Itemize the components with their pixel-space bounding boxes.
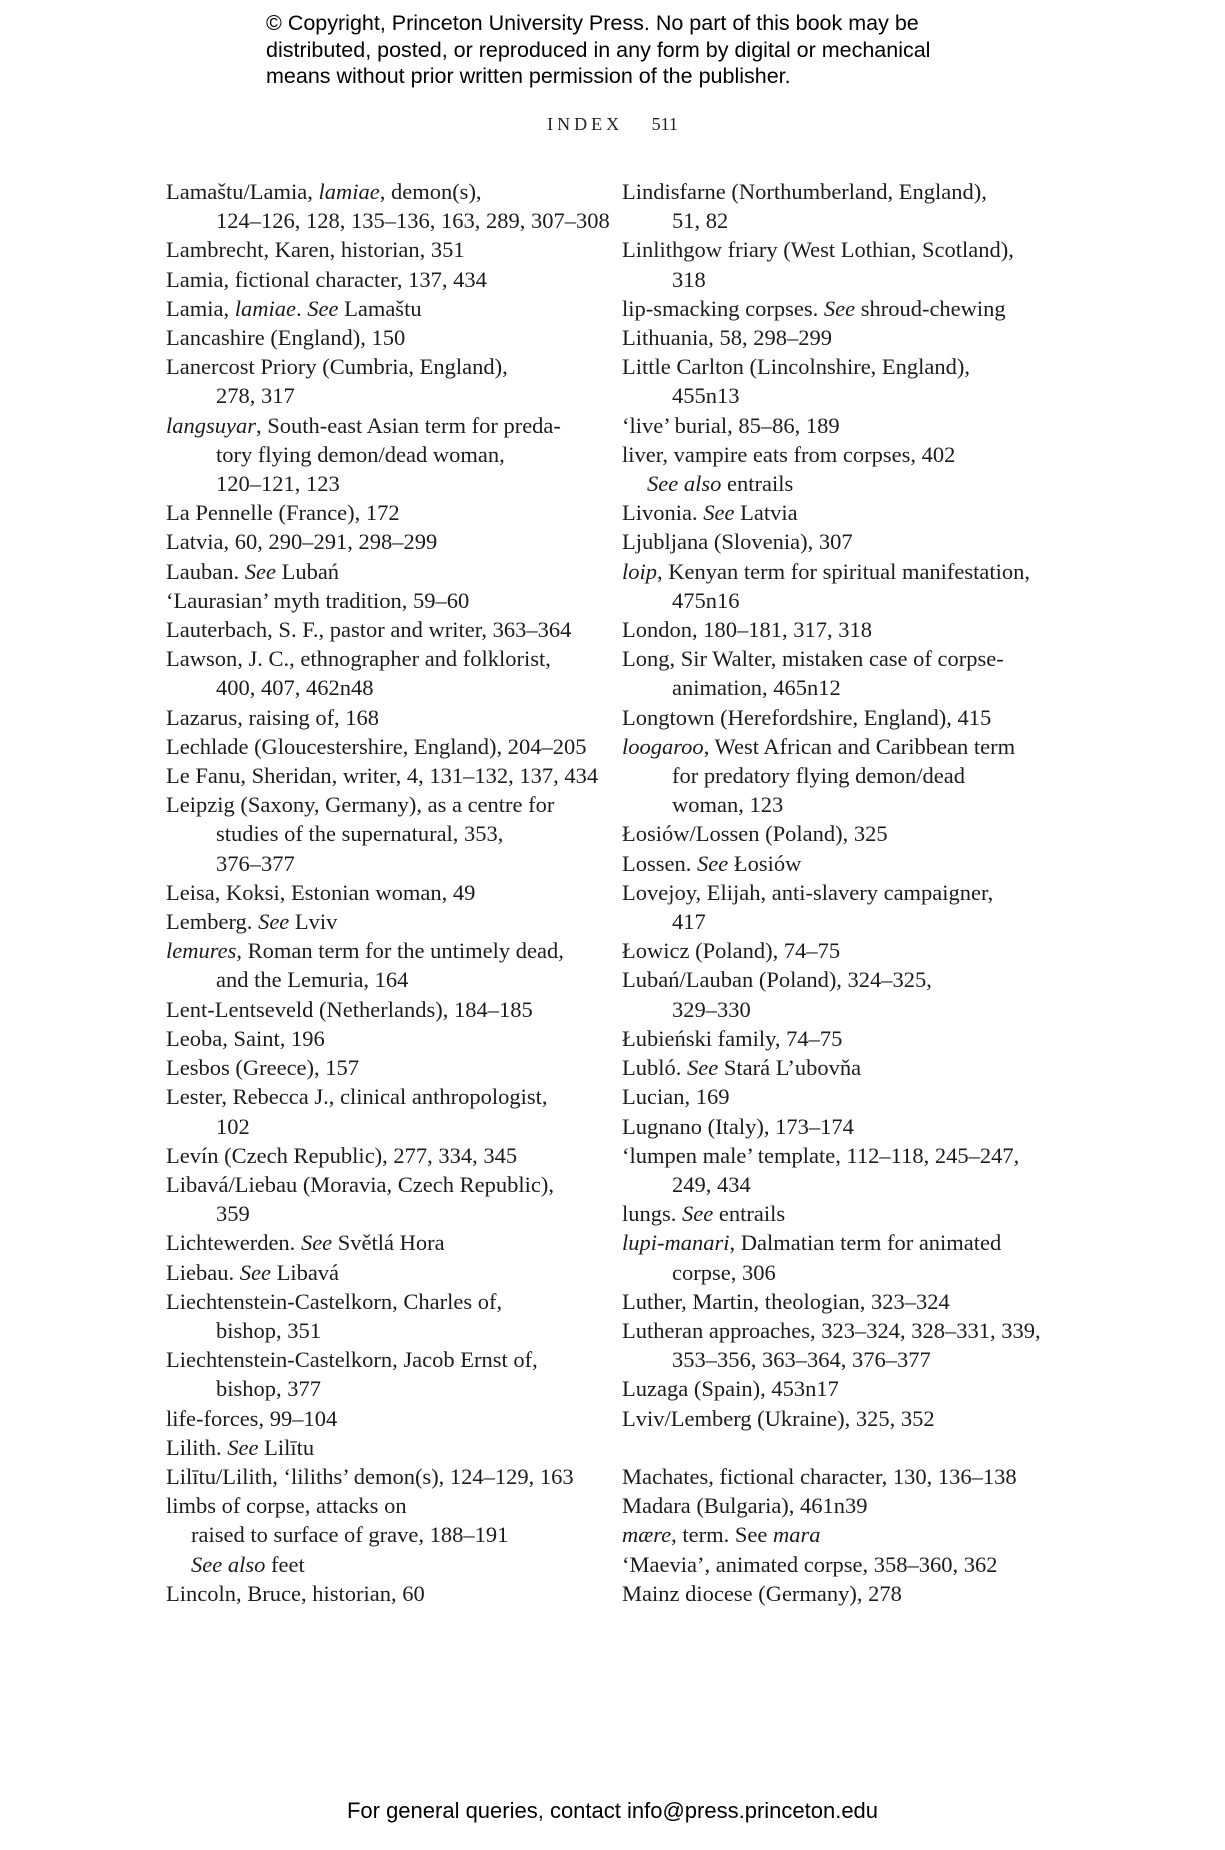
copyright-line: means without prior written permission of the publisher. [266,64,791,88]
index-entry: Leipzig (Saxony, Germany), as a centre for studies of the supernatural, 353, 376–377 [166,792,555,876]
index-entry: ‘Maevia’, animated corpse, 358–360, 362 [622,1551,998,1577]
index-entry: Lemberg. See Lviv [166,909,338,935]
index-subentry: See also feet [191,1551,305,1577]
index-entry: life-forces, 99–104 [166,1405,338,1431]
index-entry: Lithuania, 58, 298–299 [622,325,832,351]
section-title: INDEX [547,114,624,134]
index-entry: lupi-manari, Dalmatian term for animated corpse, 306 [622,1230,1002,1285]
index-entry: Lviv/Lemberg (Ukraine), 325, 352 [622,1405,935,1431]
index-entry: Le Fanu, Sheridan, writer, 4, 131–132, 137, 434 [166,763,599,789]
index-entry: Lester, Rebecca J., clinical anthropologist, 102 [166,1084,548,1139]
index-entry: Long, Sir Walter, mistaken case of corpse- animation, 465n12 [622,646,1004,701]
index-entry: Lamia, lamiae. See Lamaštu [166,295,422,321]
index-entry: Ljubljana (Slovenia), 307 [622,529,853,555]
index-entry: Longtown (Herefordshire, England), 415 [622,704,992,730]
index-entry: Lucian, 169 [622,1084,730,1110]
index-entry: Lubló. See Stará L’ubovňa [622,1055,862,1081]
index-entry: Levín (Czech Republic), 277, 334, 345 [166,1142,518,1168]
index-entry: ‘live’ burial, 85–86, 189 [622,412,840,438]
index-entry: Łosiów/Lossen (Poland), 325 [622,821,888,847]
index-entry: Lovejoy, Elijah, anti-slavery campaigner, 417 [622,879,994,935]
copyright-notice [266,10,1026,90]
index-entry: Leoba, Saint, 196 [166,1025,325,1051]
index-entry: Lutheran approaches, 323–324, 328–331, 339, 353–356, 363–364, 376–377 [622,1317,1041,1373]
copyright-line: © Copyright, Princeton University Press. No part of this book may be [266,11,919,35]
index-entry: Lancashire (England), 150 [166,325,406,351]
index-entry: Lilītu/Lilith, ‘liliths’ demon(s), 124–129, 163 [166,1463,574,1489]
index-entry: Lossen. See Łosiów [622,850,802,876]
index-entry: Libavá/Liebau (Moravia, Czech Republic), 359 [166,1171,554,1227]
index-entry: Luther, Martin, theologian, 323–324 [622,1288,950,1314]
index-entry: Lindisfarne (Northumberland, England), 51, 82 [622,179,987,234]
page-number: 511 [651,114,678,134]
index-entry: mære, term. See mara [622,1522,821,1548]
index-entry: lemures, Roman term for the untimely dead, and the Lemuria, 164 [166,938,564,993]
index-entry: Lambrecht, Karen, historian, 351 [166,237,465,263]
index-entry: Lesbos (Greece), 157 [166,1055,360,1081]
index-entry: Luzaga (Spain), 453n17 [622,1376,839,1402]
index-entry: Linlithgow friary (West Lothian, Scotland), 318 [622,237,1014,292]
index-entry: Little Carlton (Lincolnshire, England), 455n13 [622,354,971,409]
index-column-left [166,177,610,1608]
index-subentry: See also entrails [647,471,794,497]
index-entry: Lamia, fictional character, 137, 434 [166,266,487,292]
index-entry: Lichtewerden. See Světlá Hora [166,1230,445,1256]
index-entry: liver, vampire eats from corpses, 402 [622,441,956,467]
index-entry: Livonia. See Latvia [622,500,798,526]
index-entry: loip, Kenyan term for spiritual manifestation, 475n16 [622,558,1031,613]
index-entry: Lanercost Priory (Cumbria, England), 278, 317 [166,354,508,409]
index-entry: Leisa, Koksi, Estonian woman, 49 [166,879,476,905]
index-entry: Lincoln, Bruce, historian, 60 [166,1580,425,1606]
index-entry: La Pennelle (France), 172 [166,500,400,526]
index-column-right [622,177,1052,1608]
copyright-line: distributed, posted, or reproduced in any form by digital or mechanical [266,37,931,62]
index-entry: Mainz diocese (Germany), 278 [622,1580,902,1606]
index-entry: Łowicz (Poland), 74–75 [622,938,841,964]
index-entry: ‘lumpen male’ template, 112–118, 245–247, 249, 434 [622,1142,1020,1197]
index-entry: Liechtenstein-Castelkorn, Charles of, bishop, 351 [166,1288,503,1343]
index-entry: Lechlade (Gloucestershire, England), 204–205 [166,733,587,759]
index-entry: loogaroo, West African and Caribbean term for predatory flying demon/dead woman, 123 [622,733,1016,818]
index-entry: Lugnano (Italy), 173–174 [622,1113,854,1139]
index-entry: ‘Laurasian’ myth tradition, 59–60 [166,587,470,613]
index-entry: Machates, fictional character, 130, 136–138 [622,1463,1017,1489]
index-entry: lungs. See entrails [622,1201,786,1227]
index-entry: Liebau. See Libavá [166,1259,340,1285]
index-entry: limbs of corpse, attacks on [166,1493,407,1519]
index-entry: Latvia, 60, 290–291, 298–299 [166,529,438,555]
index-entry: Liechtenstein-Castelkorn, Jacob Ernst of, bishop, 377 [166,1347,538,1402]
index-entry: Madara (Bulgaria), 461n39 [622,1493,868,1519]
footer-contact: For general queries, contact info@press.princeton.edu [346,1798,879,1823]
index-entry: Łubieński family, 74–75 [622,1025,843,1051]
index-entry: Lent-Lentseveld (Netherlands), 184–185 [166,996,533,1022]
index-entry: Lauterbach, S. F., pastor and writer, 363–364 [166,617,572,643]
index-entry: Lauban. See Lubań [166,558,340,584]
running-head [0,114,1225,135]
index-entry: Lubań/Lauban (Poland), 324–325, 329–330 [622,967,932,1022]
index-entry: Lazarus, raising of, 168 [166,704,380,730]
index-entry: Lamaštu/Lamia, lamiae, demon(s), 124–126, 128, 135–136, 163, 289, 307–308 [166,179,610,234]
index-entry: Lilith. See Lilītu [166,1434,315,1460]
index-entry: langsuyar, South-east Asian term for preda- tory flying demon/dead woman, 120–121, 123 [166,412,561,497]
index-entry: lip-smacking corpses. See shroud-chewing [622,295,1006,321]
index-entry: London, 180–181, 317, 318 [622,617,872,643]
letter-gap [622,1433,1052,1462]
index-subentry: raised to surface of grave, 188–191 [191,1522,509,1548]
index-entry: Lawson, J. C., ethnographer and folklorist, 400, 407, 462n48 [166,646,551,701]
